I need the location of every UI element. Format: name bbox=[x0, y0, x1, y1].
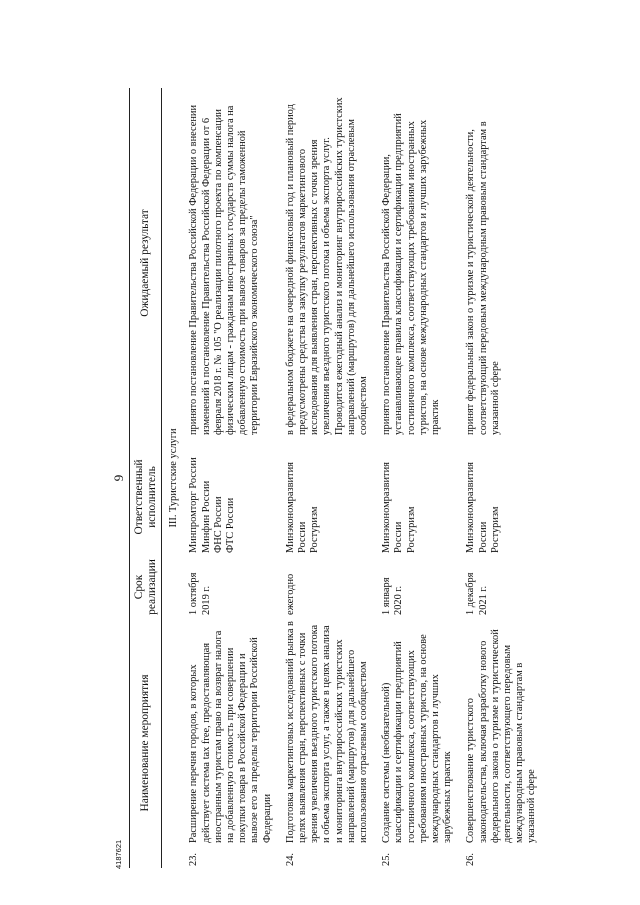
row-executors: Минэкономразвития России Ростуризм bbox=[381, 462, 417, 553]
document-code: 4187621 bbox=[114, 839, 123, 869]
row-measure-name: Создание системы (необязательной) классификации и сертификации предприятий гостиничного комплекса, соответствующих требованиям иностранных туристов, на основе международных стандартов и лучших зарубежных практик bbox=[381, 634, 454, 843]
page-number: 9 bbox=[111, 474, 126, 482]
section-title: III. Туристские услуги bbox=[168, 428, 180, 528]
row-number: 24. bbox=[284, 853, 296, 866]
table-row bbox=[281, 88, 377, 868]
header-term bbox=[130, 556, 162, 618]
rotated-landscape-page bbox=[113, 88, 613, 868]
header-result: Ожидаемый результат bbox=[130, 88, 162, 438]
header-executor-line1: Ответственный bbox=[133, 459, 145, 535]
row-term: 1 декабря 2021 г. bbox=[465, 572, 489, 615]
row-measure-name: Расширение перечня городов, в которых действует система tax free, предоставляющая иностранным туристам право на возврат налога на добавленную стоимость при совершении покупки товара в Российской Федерации и вывозе его за пределы территории Российской Федерации bbox=[188, 630, 273, 843]
row-executors: Минэкономразвития России Ростуризм bbox=[465, 462, 501, 553]
row-result: принято постановление Правительства Российской Федерации о внесении изменений в постановление Правительства Российской Федерации от 6 февраля 2018 г. № 105 "О реализации пилотного проекта по компенсации физическим лицам - гражданам иностранных государств суммы налога на добавленную стоимость при вывозе товаров за пределы таможенной территории Евразийского экономического союза" bbox=[188, 104, 261, 435]
table-header-row bbox=[130, 88, 162, 868]
row-term: ежегодно bbox=[284, 573, 296, 615]
row-number: 25. bbox=[381, 853, 393, 866]
row-measure-name: Подготовка маркетинговых исследований рынка в целях выявления стран, перспективных с точки зрения увеличения въездного туристского потока и объема экспорта услуг, а также в целях анализа и мониторинга внутрироссийских туристских направлений (маршрутов) для дальнейшего использования отраслевым сообществом bbox=[284, 621, 370, 843]
header-executor-line2: исполнитель bbox=[145, 466, 158, 528]
measures-table bbox=[129, 88, 546, 868]
row-term: 1 октября 2019 г. bbox=[188, 572, 212, 615]
header-term-line2: реализации bbox=[145, 559, 158, 615]
section-row bbox=[162, 88, 185, 868]
header-term-line1: Срок bbox=[133, 574, 145, 600]
row-result: принят федеральный закон о туризме и туристической деятельности, соответствующий передовым международным правовым стандартам в указанной сфере bbox=[465, 121, 501, 435]
row-executors: Минэкономразвития России Ростуризм bbox=[284, 462, 321, 553]
row-number: 26. bbox=[465, 853, 477, 866]
header-executor bbox=[130, 438, 162, 556]
table-row bbox=[377, 88, 461, 868]
row-result: в федеральном бюджете на очередной финансовый год и плановый период предусмотрены средства на закупку результатов маркетингового исследования для выявления стран, перспективных с точки зрения увеличения въездного туристского потока и объема экспорта услуг. Проводится ежегодный анализ и мониторинг внутрироссийских туристских направлений (маршрутов) для дальнейшего использования отраслевым сообществом bbox=[284, 97, 370, 435]
row-executors: Минпромторг России Минфин России ФНС России ФТС России bbox=[188, 457, 236, 553]
table-row bbox=[461, 88, 545, 868]
row-measure-name: Совершенствование туристского законодательства, включая разработку нового федерального закона о туризме и туристической деятельности, соответствующего передовым международным правовым стандартам в указанной сфере bbox=[465, 629, 538, 843]
row-term: 1 января 2020 г. bbox=[381, 577, 405, 615]
row-number: 23. bbox=[188, 853, 200, 866]
table-row bbox=[184, 88, 280, 868]
row-result: принято постановление Правительства Российской Федерации, устанавливающее правила классификации и сертификации предприятий гостиничного комплекса, соответствующих требованиям иностранных туристов, на основе международных стандартов и лучших зарубежных практик bbox=[381, 113, 442, 435]
header-name: Наименование мероприятия bbox=[130, 618, 162, 868]
